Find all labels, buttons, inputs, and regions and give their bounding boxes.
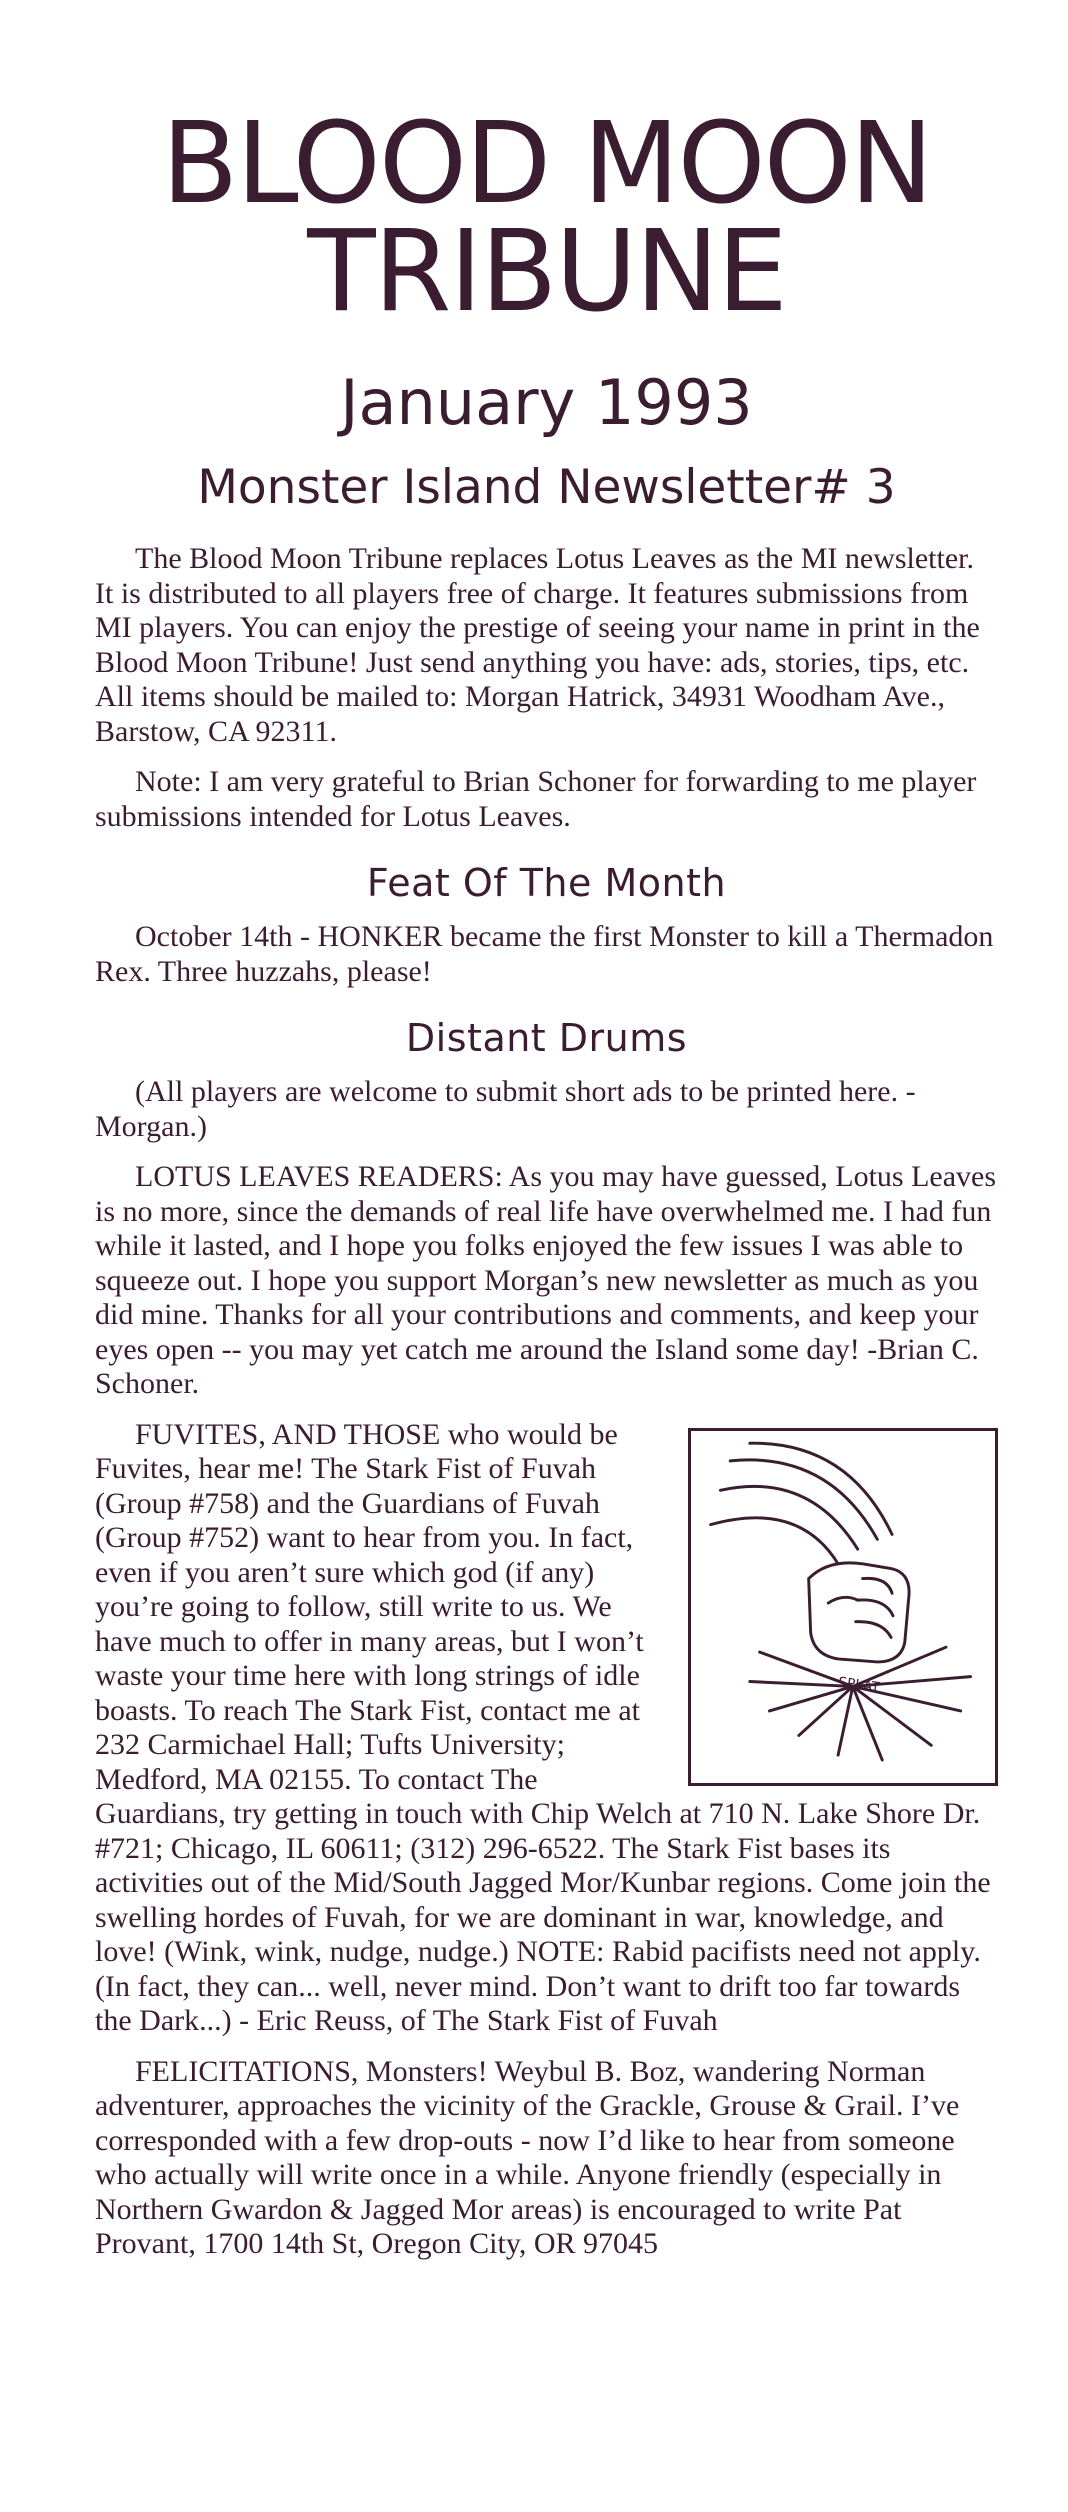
lotus-leaves-ad: LOTUS LEAVES READERS: As you may have guessed, Lotus Leaves is no more, since the demands of real life have overwhelmed me. I had fun while it lasted, and I hope you folks enjoyed the few issues I was able to squeeze out. I hope you support Morgan’s new newsletter as much as you did mine. Thanks for all your contributions and comments, and keep your eyes open -- you may yet catch me around the Island some day! -Brian C. Schoner. [95, 1160, 997, 1400]
title-line-1: BLOOD MOON [161, 99, 932, 229]
title-line-2: TRIBUNE [307, 207, 786, 337]
splat-text: SPLAT [837, 1673, 881, 1696]
fuvites-section [95, 1418, 998, 2055]
fist-smash-icon [688, 1428, 998, 1786]
issue-date: January 1993 [340, 366, 753, 439]
drums-note: (All players are welcome to submit short ads to be printed here. - Morgan.) [95, 1075, 916, 1143]
felicitations-ad: FELICITATIONS, Monsters! Weybul B. Boz, wandering Norman adventurer, approaches the vicinity of the Grackle, Grouse & Grail. I’ve corresponded with a few drop-outs - now I’d like to hear from someone who actually will write once in a while. Anyone friendly (especially in Northern Gwardon & Jagged Mor areas) is encouraged to write Pat Provant, 1700 14th St, Oregon City, OR 97045 [95, 2054, 960, 2260]
issue-subtitle: Monster Island Newsletter# 3 [197, 460, 896, 515]
fuvites-ad: FUVITES, AND THOSE who would be Fuvites, hear me! The Stark Fist of Fuvah (Group #758) and the Guardians of Fuvah (Group #752) want to hear from you. In fact, even if you aren’t sure which god (if any) you’re going to follow, still write to us. We have much to offer in many areas, but I won’t waste your time here with long strings of idle boasts. To reach The Stark Fist, contact me at 232 Carmichael Hall; Tufts University; Medford, MA 02155. To contact The Guardians, try getting in touch with Chip Welch at 710 N. Lake Shore Dr. #721; Chicago, IL 60611; (312) 296-6522. The Stark Fist bases its activities out of the Mid/South Jagged Mor/Kunbar regions. Come join the swelling hordes of Fuvah, for we are dominant in war, knowledge, and love! (Wink, wink, nudge, nudge.) NOTE: Rabid pacifists need not apply. (In fact, they can... well, never mind. Don’t want to drift too far towards the Dark...) - Eric Reuss, of The Stark Fist of Fuvah [95, 1417, 991, 2037]
feat-heading: Feat Of The Month [366, 861, 727, 905]
feat-text: October 14th - HONKER became the first Monster to kill a Thermadon Rex. Three huzzahs, please! [95, 920, 994, 988]
drums-heading: Distant Drums [405, 1016, 688, 1060]
intro-note: Note: I am very grateful to Brian Schoner for forwarding to me player submissions intended for Lotus Leaves. [95, 765, 977, 833]
masthead-title [95, 99, 998, 337]
intro-paragraph: The Blood Moon Tribune replaces Lotus Leaves as the MI newsletter. It is distributed to all players free of charge. It features submissions from MI players. You can enjoy the prestige of seeing your name in print in the Blood Moon Tribune! Just send anything you have: ads, stories, tips, etc. All items should be mailed to: Morgan Hatrick, 34931 Woodham Ave., Barstow, CA 92311. [95, 542, 980, 748]
